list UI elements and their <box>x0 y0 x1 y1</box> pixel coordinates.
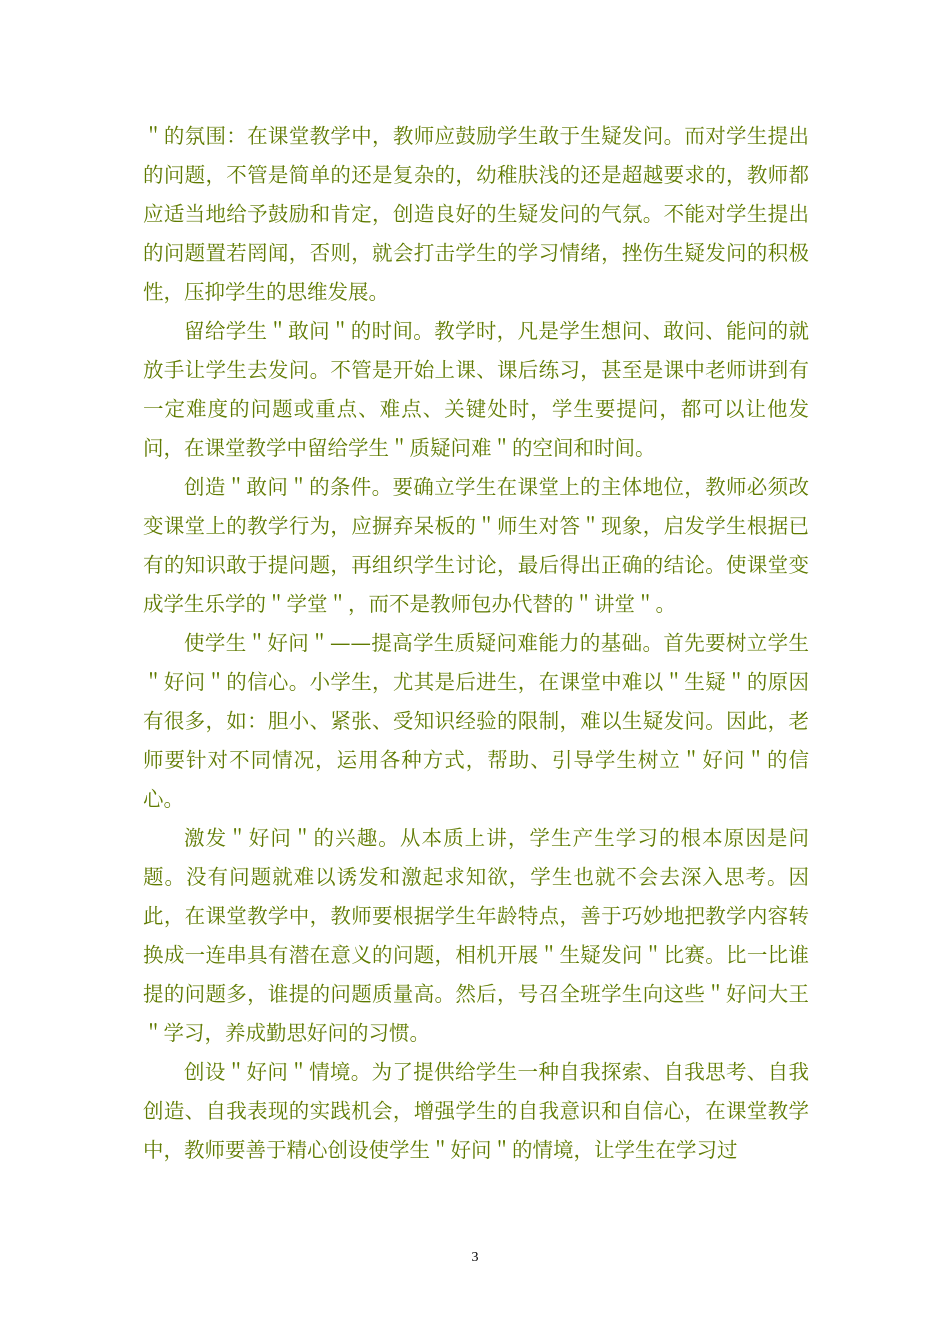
page-number: 3 <box>471 1250 479 1265</box>
document-body <box>143 117 809 1170</box>
paragraph-5: 激发＂好问＂的兴趣。从本质上讲，学生产生学习的根本原因是问题。没有问题就难以诱发和激起求知欲，学生也就不会去深入思考。因此，在课堂教学中，教师要根据学生年龄特点，善于巧妙地把教学内容转换成一连串具有潜在意义的问题，相机开展＂生疑发问＂比赛。比一比谁提的问题多，谁提的问题质量高。然后，号召全班学生向这些＂好问大王＂学习，养成勤思好问的习惯。 <box>143 826 809 1045</box>
paragraph-1: ＂的氛围：在课堂教学中，教师应鼓励学生敢于生疑发问。而对学生提出的问题，不管是简单的还是复杂的，幼稚肤浅的还是超越要求的，教师都应适当地给予鼓励和肯定，创造良好的生疑发问的气氛。不能对学生提出的问题置若罔闻，否则，就会打击学生的学习情绪，挫伤生疑发问的积极性，压抑学生的思维发展。 <box>143 124 809 304</box>
paragraph-3: 创造＂敢问＂的条件。要确立学生在课堂上的主体地位，教师必须改变课堂上的教学行为，应摒弃呆板的＂师生对答＂现象，启发学生根据已有的知识敢于提问题，再组织学生讨论，最后得出正确的结论。使课堂变成学生乐学的＂学堂＂，而不是教师包办代替的＂讲堂＂。 <box>143 475 809 616</box>
paragraph-6: 创设＂好问＂情境。为了提供给学生一种自我探索、自我思考、自我创造、自我表现的实践机会，增强学生的自我意识和自信心，在课堂教学中，教师要善于精心创设使学生＂好问＂的情境，让学生在学习过 <box>143 1060 809 1162</box>
paragraph-2: 留给学生＂敢问＂的时间。教学时，凡是学生想问、敢问、能问的就放手让学生去发问。不管是开始上课、课后练习，甚至是课中老师讲到有一定难度的问题或重点、难点、关键处时，学生要提问，都可以让他发问，在课堂教学中留给学生＂质疑问难＂的空间和时间。 <box>143 319 809 460</box>
paragraph-4: 使学生＂好问＂——提高学生质疑问难能力的基础。首先要树立学生＂好问＂的信心。小学生，尤其是后进生，在课堂中难以＂生疑＂的原因有很多，如：胆小、紧张、受知识经验的限制，难以生疑发问。因此，老师要针对不同情况，运用各种方式，帮助、引导学生树立＂好问＂的信心。 <box>143 631 809 811</box>
